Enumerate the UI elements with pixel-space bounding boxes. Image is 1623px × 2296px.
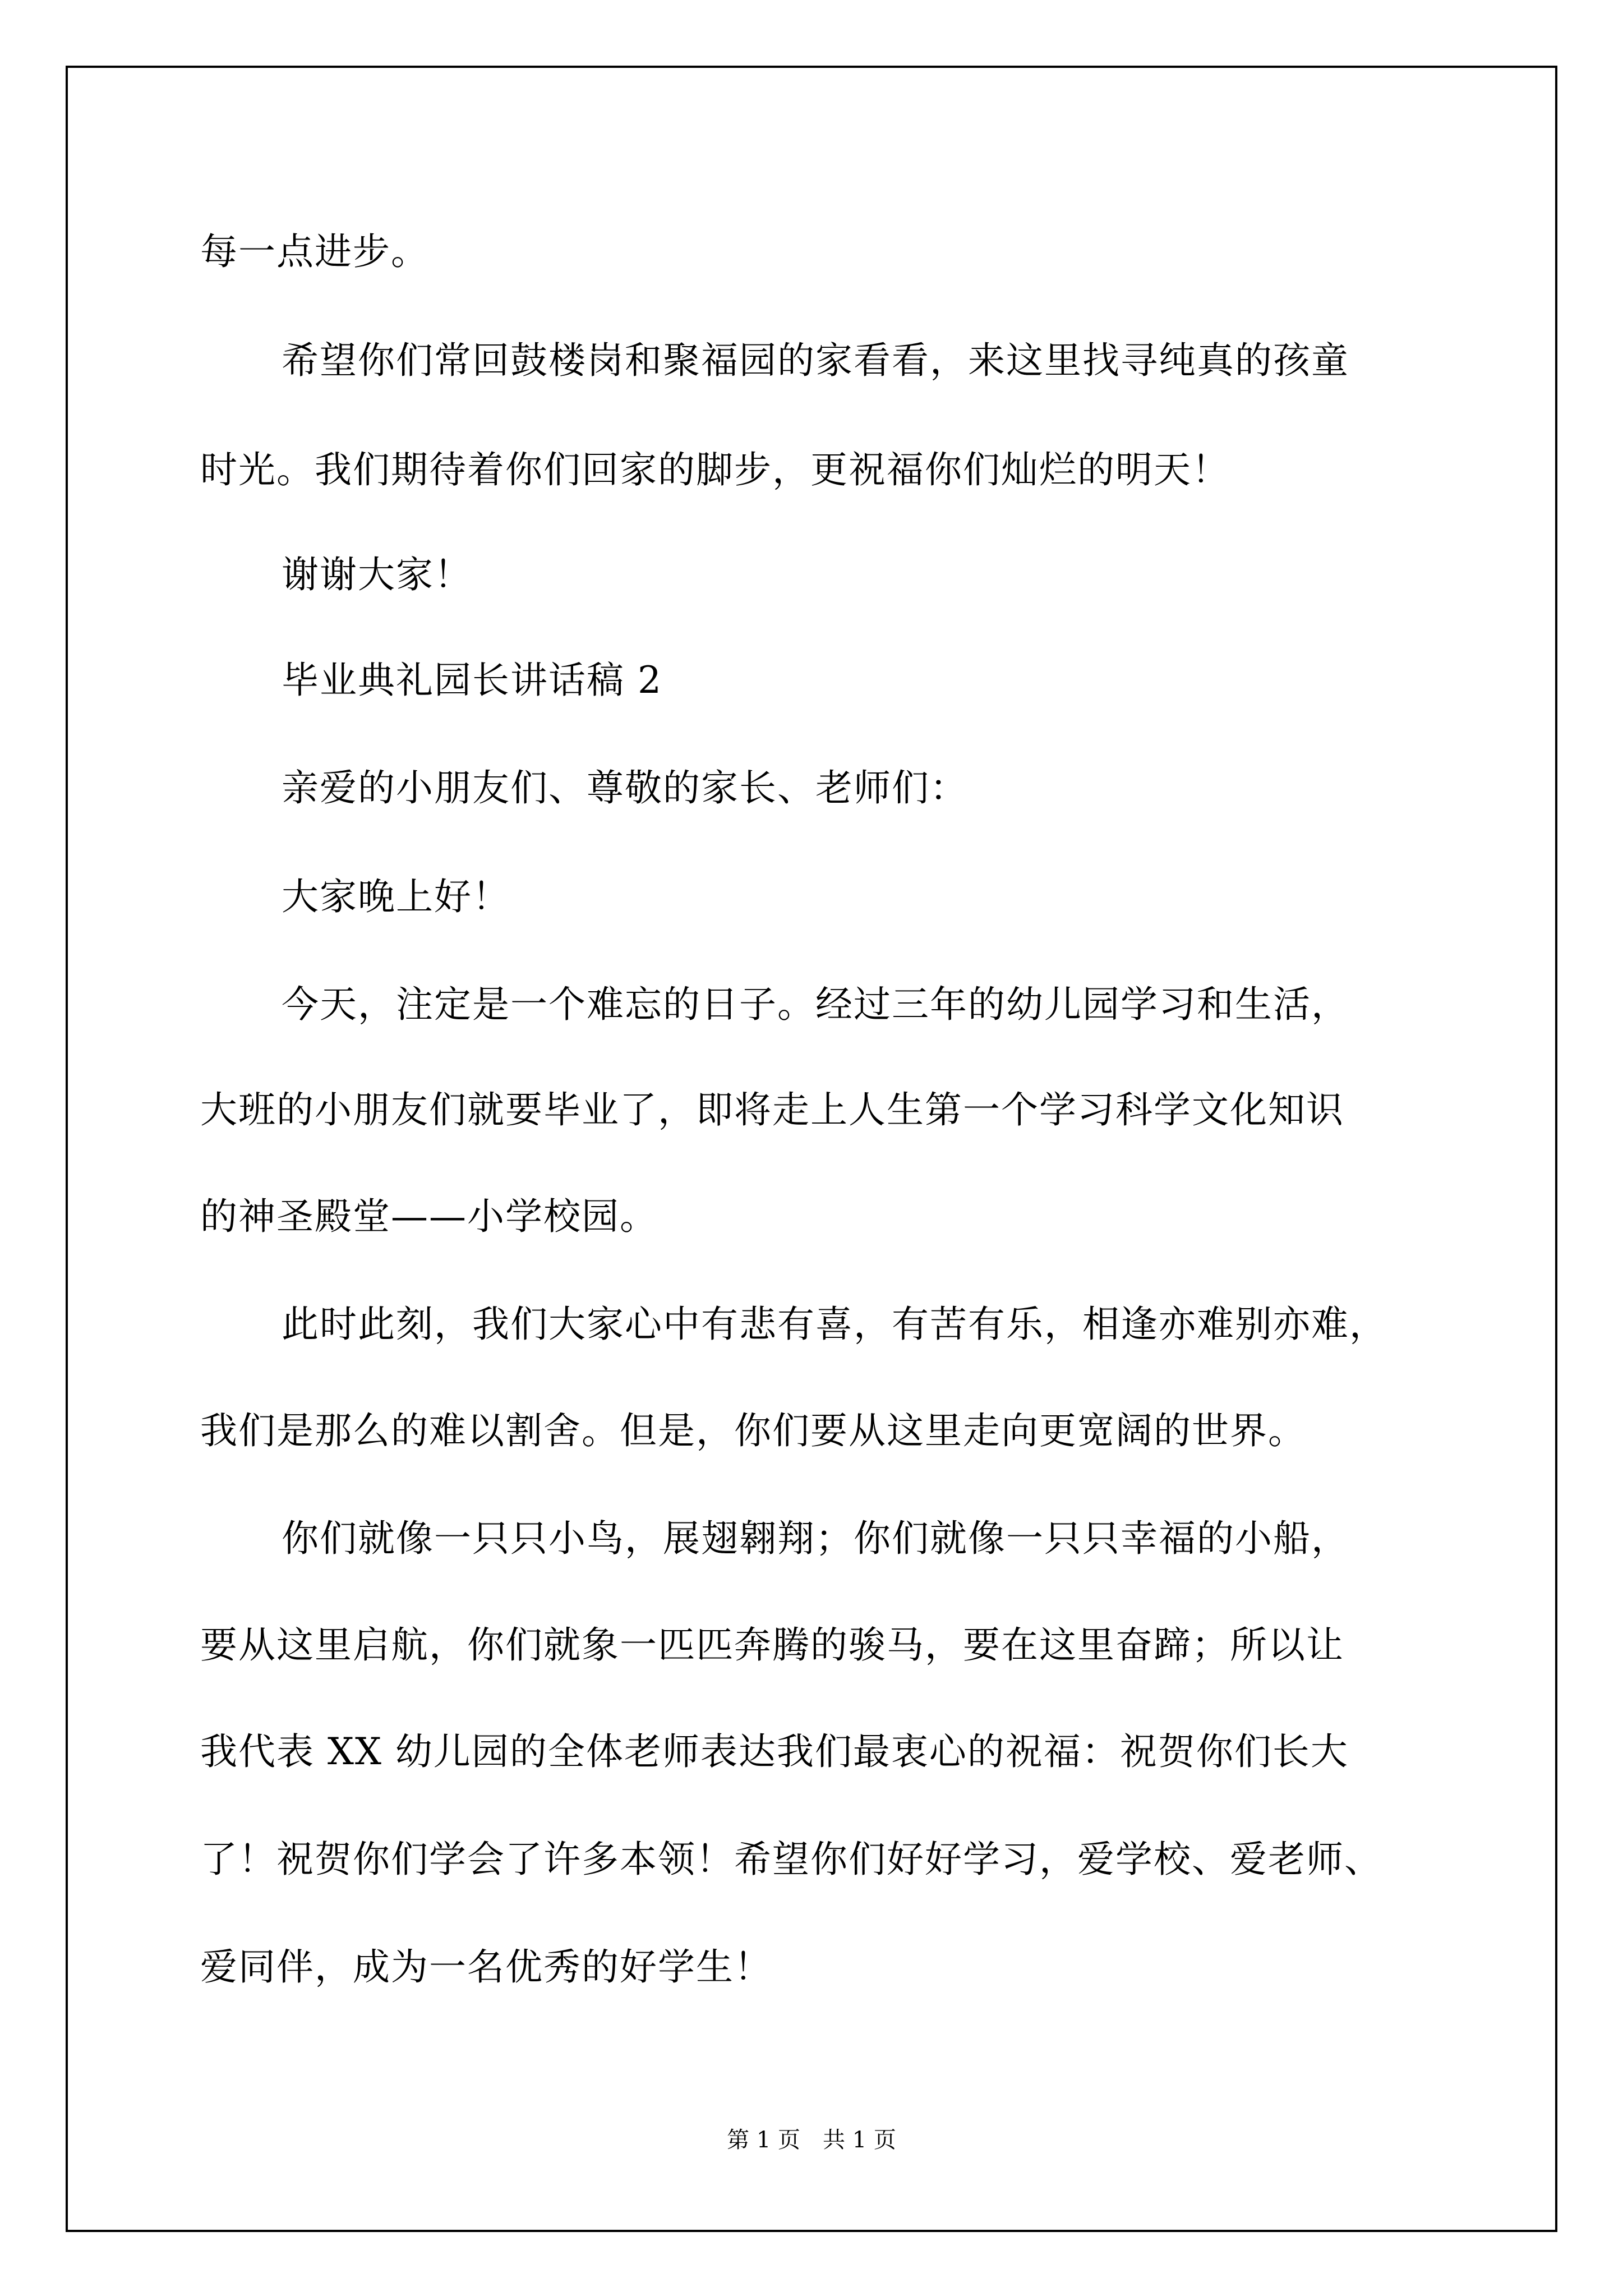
- text-line: 了！祝贺你们学会了许多本领！希望你们好好学习，爱学校、爱老师、: [200, 1838, 1382, 1881]
- page-number-footer: 第 1 页 共 1 页: [727, 2127, 896, 2153]
- text-line: 谢谢大家！: [282, 553, 472, 596]
- text-line: 每一点进步。: [200, 230, 429, 273]
- text-line: 此时此刻，我们大家心中有悲有喜，有苦有乐，相逢亦难别亦难，: [282, 1303, 1387, 1346]
- text-line: 亲爱的小朋友们、尊敬的家长、老师们：: [282, 766, 968, 809]
- text-line: 希望你们常回鼓楼岗和聚福园的家看看，来这里找寻纯真的孩童: [282, 339, 1349, 382]
- text-line: 的神圣殿堂——小学校园。: [200, 1195, 658, 1238]
- text-line: 大家晚上好！: [282, 875, 510, 918]
- text-line: 你们就像一只只小鸟，展翅翱翔；你们就像一只只幸福的小船，: [282, 1517, 1349, 1560]
- text-line: 我们是那么的难以割舍。但是，你们要从这里走向更宽阔的世界。: [200, 1409, 1306, 1452]
- text-line: 时光。我们期待着你们回家的脚步，更祝福你们灿烂的明天！: [200, 448, 1230, 491]
- text-line: 今天，注定是一个难忘的日子。经过三年的幼儿园学习和生活，: [282, 983, 1349, 1026]
- section-heading: 毕业典礼园长讲话稿 2: [282, 659, 662, 702]
- text-line: 要从这里启航，你们就象一匹匹奔腾的骏马，要在这里奋蹄；所以让: [200, 1623, 1344, 1667]
- text-line: 我代表 XX 幼儿园的全体老师表达我们最衷心的祝福：祝贺你们长大: [200, 1730, 1349, 1773]
- page-border: [66, 66, 1557, 2232]
- text-line: 大班的小朋友们就要毕业了，即将走上人生第一个学习科学文化知识: [200, 1088, 1344, 1131]
- text-line: 爱同伴，成为一名优秀的好学生！: [200, 1945, 772, 1989]
